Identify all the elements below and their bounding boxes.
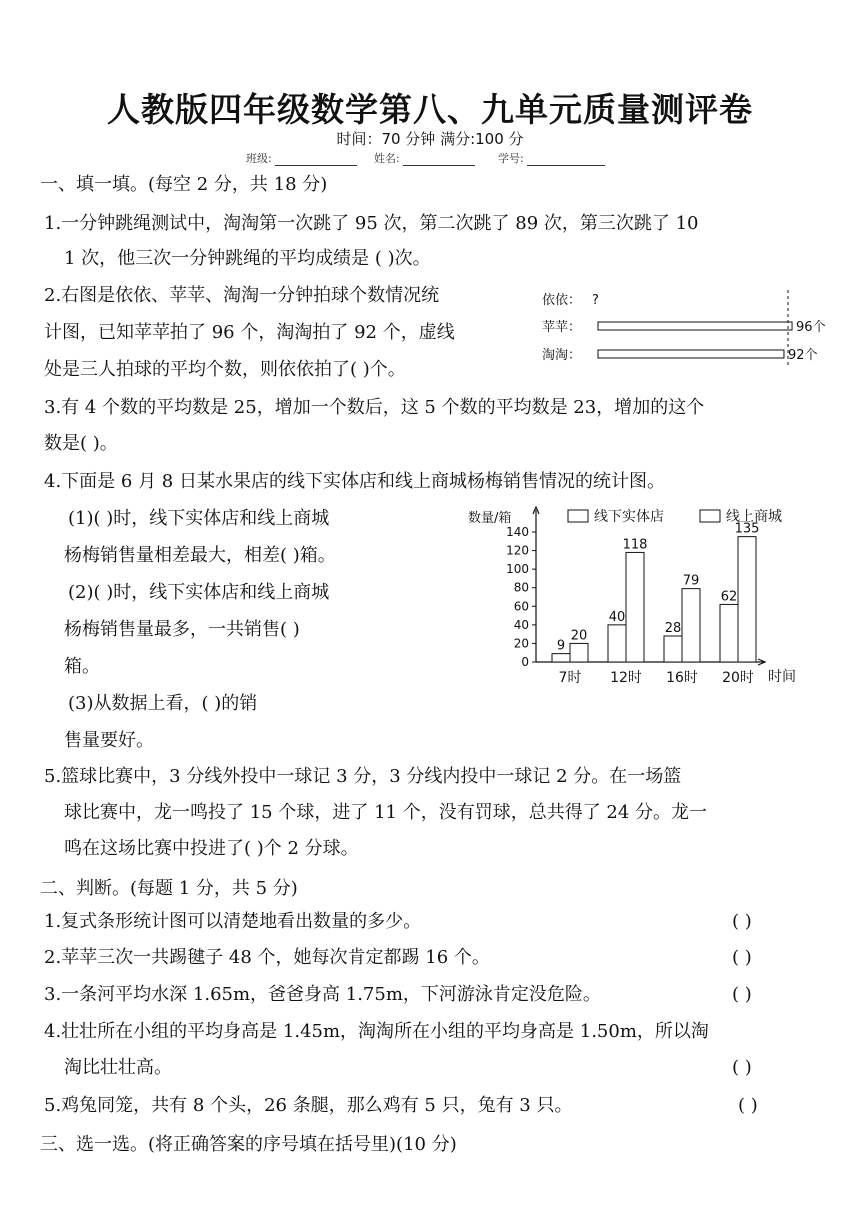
hbar-label-0: 依依：: [542, 293, 582, 308]
q3-line1: 3.有 4 个数的平均数是 25，增加一个数后，这 5 个数的平均数是 23，增加的这个: [44, 397, 705, 418]
judge-blank-1[interactable]: ( ): [732, 911, 752, 932]
id-blank[interactable]: [527, 155, 605, 166]
exam-subtitle: 时间：70 分钟 满分:100 分: [336, 130, 524, 148]
bar-value-online-2: 79: [682, 573, 700, 589]
q4-sub1a: (1)( )时，线下实体店和线上商城: [68, 508, 330, 529]
x-tick-label-0: 7时: [558, 670, 582, 686]
x-tick-label-1: 12时: [610, 670, 642, 686]
class-blank[interactable]: [275, 155, 357, 166]
bar-offline-0: [552, 654, 570, 662]
hbar-label-1: 苹苹：: [542, 320, 582, 335]
name-blank[interactable]: [403, 155, 475, 166]
x-tick-label-3: 20时: [722, 670, 754, 686]
y-tick-label-1: 20: [513, 636, 529, 651]
legend-online-label: 线上商城: [726, 509, 782, 525]
bar-online-0: [570, 643, 588, 662]
q2-line3: 处是三人拍球的平均个数，则依依拍了( )个。: [44, 359, 406, 380]
bar-offline-1: [608, 625, 626, 662]
y-tick-label-2: 40: [513, 617, 529, 632]
judge-item-3: 3.一条河平均水深 1.65m，爸爸身高 1.75m，下河游泳肯定没危险。: [44, 984, 601, 1005]
class-field: [246, 150, 357, 166]
legend-swatch-online: [700, 510, 720, 522]
q2-line1: 2.右图是依依、苹苹、淘淘一分钟拍球个数情况统: [44, 285, 440, 306]
hbar-label-2: 淘淘：: [542, 348, 582, 363]
x-axis-label: 时间: [768, 669, 796, 685]
q5-line2: 球比赛中，龙一鸣投了 15 个球，进了 11 个，没有罚球，总共得了 24 分。龙一: [64, 802, 708, 823]
y-tick-label-0: 0: [521, 655, 529, 669]
judge-blank-4[interactable]: ( ): [732, 1057, 752, 1078]
section1-heading: 一、填一填。(每空 2 分，共 18 分): [40, 174, 328, 195]
y-tick-label-5: 100: [506, 562, 529, 577]
q4-sub3b: 售量要好。: [64, 730, 154, 751]
judge-item-4: 4.壮壮所在小组的平均身高是 1.45m，淘淘所在小组的平均身高是 1.50m，所以淘: [44, 1021, 709, 1042]
id-label: 学号:: [498, 152, 524, 165]
ball-count-chart: [536, 284, 826, 374]
q4-sub2b: 杨梅销售量最多，一共销售( ): [64, 619, 300, 640]
judge-blank-2[interactable]: ( ): [732, 947, 752, 968]
bar-value-offline-3: 62: [720, 589, 738, 605]
judge-item-2: 2.苹苹三次一共踢毽子 48 个，她每次肯定都踢 16 个。: [44, 947, 490, 968]
bar-value-offline-1: 40: [608, 609, 626, 625]
judge-item-1: 1.复式条形统计图可以清楚地看出数量的多少。: [44, 911, 422, 932]
y-tick-label-3: 60: [513, 599, 529, 614]
name-field: [374, 150, 475, 166]
legend-swatch-offline: [568, 510, 588, 522]
id-field: [498, 150, 605, 166]
y-tick-label-6: 120: [506, 543, 529, 558]
bar-online-1: [626, 552, 644, 662]
judge-blank-3[interactable]: ( ): [732, 984, 752, 1005]
q5-line1: 5.篮球比赛中，3 分线外投中一球记 3 分，3 分线内投中一球记 2 分。在一场篮: [44, 766, 682, 787]
judge-item-5: 5.鸡兔同笼，共有 8 个头，26 条腿，那么鸡有 5 只，兔有 3 只。: [44, 1095, 573, 1116]
judge-blank-5[interactable]: ( ): [738, 1095, 758, 1116]
section2-heading: 二、判断。(每题 1 分，共 5 分): [40, 878, 298, 899]
y-axis-label: 数量/箱: [468, 511, 512, 526]
sales-bar-chart: [464, 500, 814, 695]
bar-value-online-3: 135: [734, 521, 760, 537]
hbar-1: [598, 322, 792, 330]
hbar-value-0: ?: [592, 293, 599, 308]
hbar-2: [598, 350, 784, 358]
bar-online-2: [682, 589, 700, 662]
bar-value-offline-2: 28: [664, 621, 682, 636]
q1-line2: 1 次，他三次一分钟跳绳的平均成绩是 ( )次。: [64, 248, 431, 269]
legend-offline-label: 线下实体店: [594, 509, 664, 525]
y-tick-label-7: 140: [506, 525, 529, 539]
x-tick-label-2: 16时: [666, 670, 698, 686]
q4-sub1b: 杨梅销售量相差最大，相差( )箱。: [64, 545, 336, 566]
hbar-value-2: 92个: [787, 348, 818, 363]
y-tick-label-4: 80: [513, 580, 529, 595]
bar-offline-3: [720, 604, 738, 662]
q4-line1: 4.下面是 6 月 8 日某水果店的线下实体店和线上商城杨梅销售情况的统计图。: [44, 471, 665, 492]
q4-sub3a: (3)从数据上看，( )的销: [68, 693, 258, 714]
q3-line2: 数是( )。: [44, 433, 118, 454]
q4-sub2a: (2)( )时，线下实体店和线上商城: [68, 582, 330, 603]
bar-online-3: [738, 537, 756, 662]
q1-line1: 1.一分钟跳绳测试中，淘淘第一次跳了 95 次，第二次跳了 89 次，第三次跳了 10: [44, 213, 699, 234]
bar-offline-2: [664, 636, 682, 662]
class-label: 班级:: [246, 152, 272, 165]
name-label: 姓名:: [374, 152, 400, 165]
q2-line2: 计图，已知苹苹拍了 96 个，淘淘拍了 92 个，虚线: [44, 322, 455, 343]
judge-item-4-cont: 淘比壮壮高。: [64, 1057, 172, 1078]
q4-sub2c: 箱。: [64, 656, 100, 677]
section3-heading: 三、选一选。(将正确答案的序号填在括号里)(10 分): [40, 1134, 457, 1155]
hbar-value-1: 96个: [796, 320, 826, 335]
bar-value-online-1: 118: [622, 537, 648, 553]
bar-value-online-0: 20: [570, 628, 588, 644]
q5-line3: 鸣在这场比赛中投进了( )个 2 分球。: [64, 838, 359, 859]
bar-value-offline-0: 9: [556, 638, 566, 654]
page-title: 人教版四年级数学第八、九单元质量测评卷: [107, 90, 753, 129]
